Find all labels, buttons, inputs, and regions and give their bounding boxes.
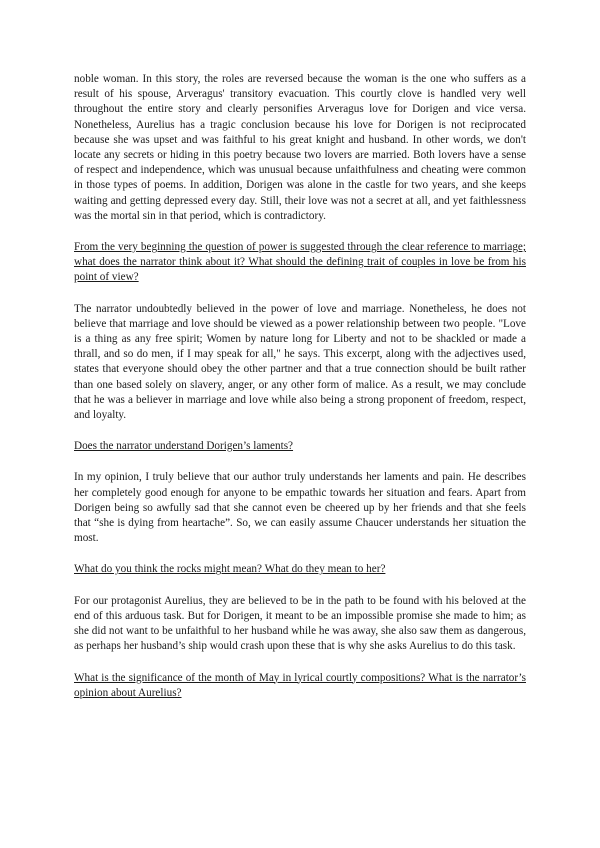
question-rocks: What do you think the rocks might mean? What do they mean to her?: [74, 563, 386, 576]
question-month-of-may: What is the significance of the month of May in lyrical courtly compositions? What is the narrator’s opinion about Aurelius?: [74, 671, 526, 699]
document-body: [74, 72, 526, 717]
question-power-marriage: From the very beginning the question of power is suggested through the clear reference to marriage; what does the narrator think about it? What should the defining trait of couples in love be from his point of view?: [74, 241, 526, 284]
paragraph-answer-laments: In my opinion, I truly believe that our author truly understands her laments and pain. He describes her completely good enough for anyone to be empathic towards her situation and fears. Apart from Dorigen being so awfully sad that she cannot even be cheered up by her friends and that she feels that “she is dying from heartache”. So, we can easily assume Chaucer understands her situation the most.: [74, 471, 526, 545]
paragraph-intro: noble woman. In this story, the roles are reversed because the woman is the one who suffers as a result of his spouse, Arveragus' transitory evacuation. This courtly clove is handled very well throughout the entire story and clearly personifies Arveragus love for Dorigen and vice versa. Nonetheless, Aurelius has a tragic conclusion because his love for Dorigen is not reciprocated because she was upset and was faithful to his great knight and husband. In other words, we don't locate any secrets or hiding in this poetry because two lovers are married. Both lovers have a sense of respect and independence, which was unusual because unfaithfulness and cheating were common in those types of poems. In addition, Dorigen was alone in the castle for two years, and she keeps waiting and getting depressed every day. Still, their love was not a secret at all, and yet faithlessness was the mortal sin in that period, which is contradictory.: [74, 73, 526, 222]
paragraph-answer-power: The narrator undoubtedly believed in the power of love and marriage. Nonetheless, he does not believe that marriage and love should be viewed as a power relationship between two people. "Love is a thing as any free spirit; Women by nature long for Liberty and not to be shackled or made a thrall, and so do men, if I may speak for all," he says. This excerpt, along with the adjectives used, states that everyone should obey the other partner and that a true connection should be built rather than one based solely on slavery, anger, or any other form of malice. As a result, we may conclude that he was a believer in marriage and love while also being a strong proponent of freedom, respect, and loyalty.: [74, 302, 526, 422]
paragraph-answer-rocks: For our protagonist Aurelius, they are believed to be in the path to be found with his beloved at the end of this arduous task. But for Dorigen, it meant to be an impossible promise she made to him; as she did not want to be unfaithful to her husband while he was away, she also saw them as dangerous, as perhaps her husband’s ship would crash upon these that is why she asks Aurelius to do this task.: [74, 594, 526, 653]
question-laments: Does the narrator understand Dorigen’s laments?: [74, 440, 294, 453]
